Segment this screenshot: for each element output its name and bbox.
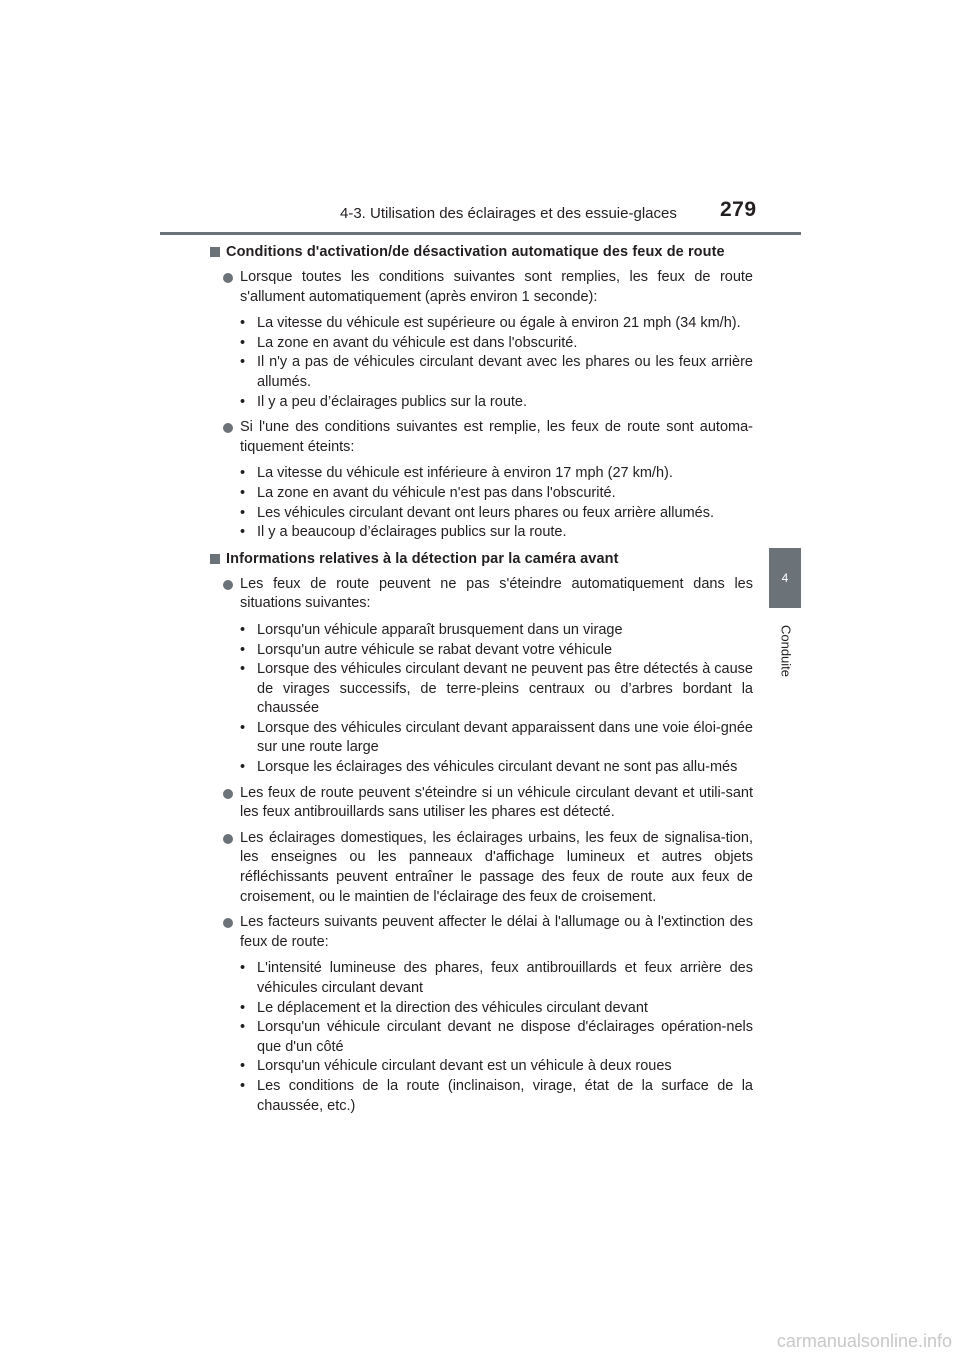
page-number: 279 — [720, 198, 757, 221]
list-item: • Lorsque les éclairages des véhicules circulant devant ne sont pas allu-més — [240, 759, 738, 776]
section-square-icon — [210, 247, 220, 257]
list-item: • Il y a peu d’éclairages publics sur la route. — [240, 393, 528, 410]
watermark: carmanualsonline.info — [776, 1331, 952, 1351]
sub-list — [240, 314, 753, 412]
bullet-circle-icon — [223, 789, 233, 799]
bullet-circle-icon — [223, 834, 233, 844]
bullet-paragraph: Lorsque toutes les conditions suivantes sont remplies, les feux de route s'allument automatiquement (après environ 1 seconde): — [210, 268, 753, 307]
bullet-paragraph: Les facteurs suivants peuvent affecter le délai à l'allumage ou à l'extinction des feux de route: — [210, 913, 753, 952]
chapter-label-text: Conduite — [778, 624, 794, 678]
header-rule — [160, 232, 801, 235]
list-item: • L'intensité lumineuse des phares, feux antibrouillards et feux arrière des véhicules circulant devant — [240, 960, 753, 996]
bullet-circle-icon — [223, 918, 233, 928]
bullet-circle-icon — [223, 423, 233, 433]
sub-list — [240, 464, 753, 542]
section-square-icon — [210, 554, 220, 564]
page-content — [210, 240, 753, 1116]
section-title: Informations relatives à la détection par la caméra avant — [210, 549, 753, 569]
list-item: • Lorsqu'un véhicule apparaît brusquement dans un virage — [240, 621, 623, 638]
chapter-tab: 4 — [769, 548, 801, 608]
bullet-paragraph: Les feux de route peuvent ne pas s'éteindre automatiquement dans les situations suivantes: — [210, 575, 753, 614]
chapter-label — [771, 620, 801, 682]
list-item: • La vitesse du véhicule est inférieure à environ 17 mph (27 km/h). — [240, 465, 673, 482]
page-header-title: 4-3. Utilisation des éclairages et des essuie-glaces — [340, 205, 677, 222]
sub-list — [240, 621, 753, 778]
list-item: • Il n'y a pas de véhicules circulant devant avec les phares ou les feux arrière allumés. — [240, 354, 753, 390]
list-item: • Il y a beaucoup d’éclairages publics sur la route. — [240, 524, 567, 541]
list-item: • La zone en avant du véhicule n'est pas dans l'obscurité. — [240, 484, 616, 501]
sub-list — [240, 959, 753, 1116]
bullet-paragraph: Les éclairages domestiques, les éclairages urbains, les feux de signalisa-tion, les enseignes ou les panneaux d'affichage lumineux et autres objets réfléchissants peuvent entraîner le passage des feux de route aux feux de croisement, ou le maintien de l'éclairage des feux de croisement. — [210, 829, 753, 907]
list-item: • Lorsque des véhicules circulant devant apparaissent dans une voie éloi-gnée sur une route large — [240, 719, 753, 756]
list-item: • Lorsqu'un véhicule circulant devant ne dispose d'éclairages opération-nels que d'un côté — [240, 1019, 753, 1055]
list-item: • La zone en avant du véhicule est dans l'obscurité. — [240, 334, 578, 351]
list-item: • Les conditions de la route (inclinaison, virage, état de la surface de la chaussée, etc.) — [240, 1077, 753, 1114]
list-item: • Le déplacement et la direction des véhicules circulant devant — [240, 999, 648, 1016]
bullet-circle-icon — [223, 580, 233, 590]
list-item: • Lorsqu'un véhicule circulant devant est un véhicule à deux roues — [240, 1058, 672, 1075]
list-item: • La vitesse du véhicule est supérieure ou égale à environ 21 mph (34 km/h). — [240, 315, 741, 332]
bullet-paragraph: Si l'une des conditions suivantes est remplie, les feux de route sont automa-tiquement éteints: — [210, 418, 753, 457]
list-item: • Les véhicules circulant devant ont leurs phares ou feux arrière allumés. — [240, 504, 714, 521]
section-title: Conditions d'activation/de désactivation automatique des feux de route — [210, 242, 753, 262]
bullet-paragraph: Les feux de route peuvent s'éteindre si un véhicule circulant devant et utili-sant les feux antibrouillards sans utiliser les phares est détecté. — [210, 784, 753, 823]
list-item: • Lorsqu'un autre véhicule se rabat devant votre véhicule — [240, 641, 613, 658]
list-item: • Lorsque des véhicules circulant devant ne peuvent pas être détectés à cause de virages successifs, de terre-pleins centraux ou d’arbres bordant la chaussée — [240, 661, 753, 717]
bullet-circle-icon — [223, 273, 233, 283]
